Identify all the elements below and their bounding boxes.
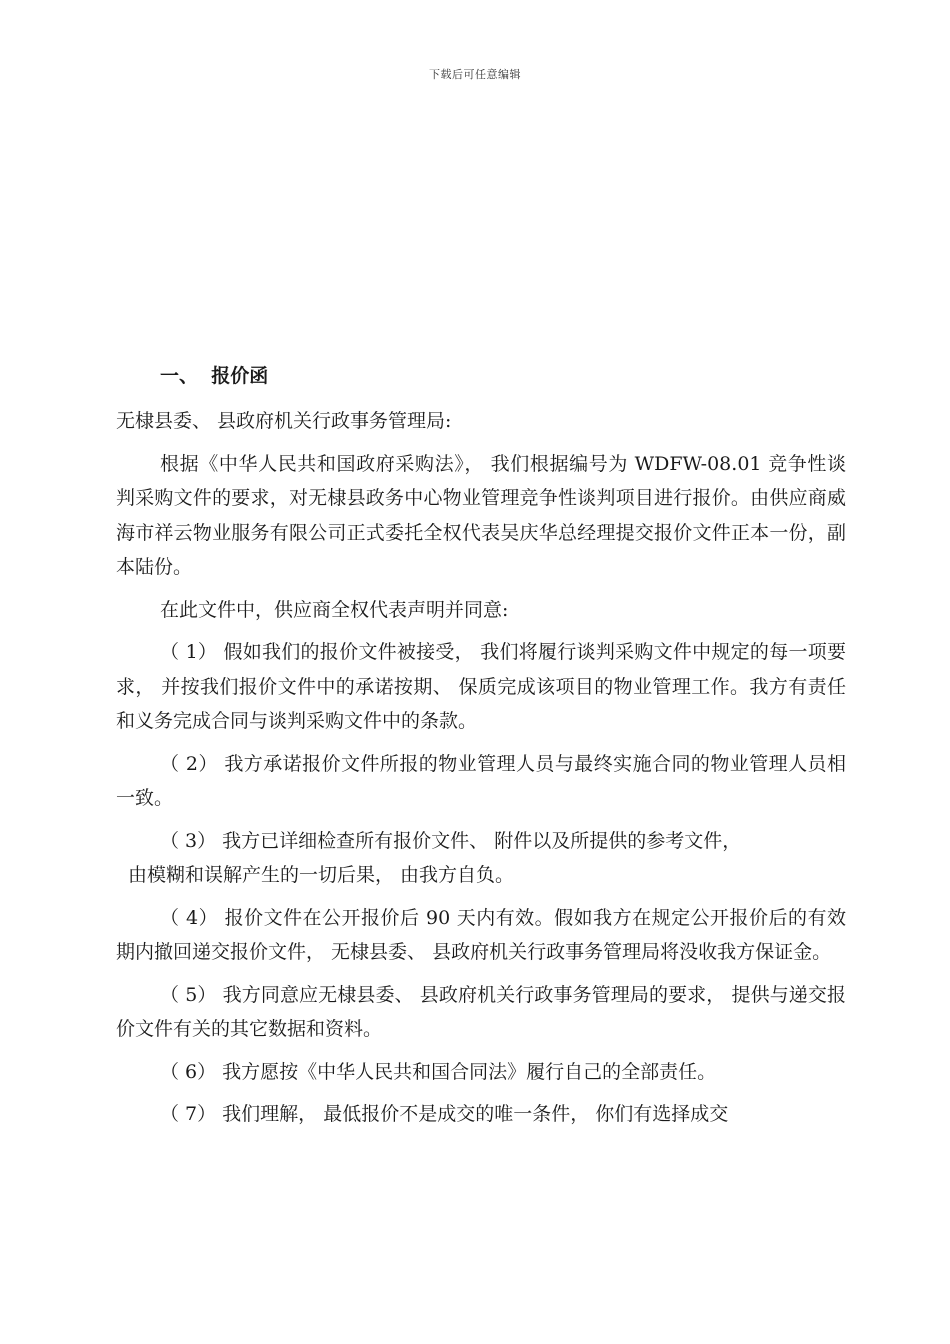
document-body: [116, 362, 846, 1140]
clause-3: （ 3） 我方已详细检查所有报价文件、 附件以及所提供的参考文件，: [160, 829, 742, 852]
paragraph-declaration: 在此文件中，供应商全权代表声明并同意:: [160, 598, 509, 621]
salutation: 无棣县委、 县政府机关行政事务管理局:: [116, 410, 452, 432]
clause-3-continuation: 由模糊和误解产生的一切后果， 由我方自负。: [128, 864, 515, 886]
clause-6: （ 6） 我方愿按《中华人民共和国合同法》履行自己的全部责任。: [160, 1060, 717, 1083]
page-header-note: 下载后可任意编辑: [429, 68, 521, 81]
clause-1: （ 1） 假如我们的报价文件被接受， 我们将履行谈判采购文件中规定的每一项要求， 并按我们报价文件中的承诺按期、 保质完成该项目的物业管理工作。我方有责任和义务完成合同与谈判采购文件中的条款。: [116, 641, 846, 732]
section-title: 一、 报价函: [160, 365, 269, 387]
clause-7: （ 7） 我们理解， 最低报价不是成交的唯一条件， 你们有选择成交: [160, 1103, 729, 1125]
clause-4: （ 4） 报价文件在公开报价后 90 天内有效。假如我方在规定公开报价后的有效期内撤回递交报价文件， 无棣县委、 县政府机关行政事务管理局将没收我方保证金。: [116, 906, 846, 963]
clause-5: （ 5） 我方同意应无棣县委、 县政府机关行政事务管理局的要求， 提供与递交报价文件有关的其它数据和资料。: [116, 983, 846, 1040]
paragraph-intro: 根据《中华人民共和国政府采购法》， 我们根据编号为 WDFW-08.01 竞争性谈判采购文件的要求，对无棣县政务中心物业管理竞争性谈判项目进行报价。由供应商威海市祥云物业服务有限公司正式委托全权代表吴庆华总经理提交报价文件正本一份，副本陆份。: [116, 452, 846, 578]
clause-2: （ 2） 我方承诺报价文件所报的物业管理人员与最终实施合同的物业管理人员相一致。: [116, 752, 846, 809]
